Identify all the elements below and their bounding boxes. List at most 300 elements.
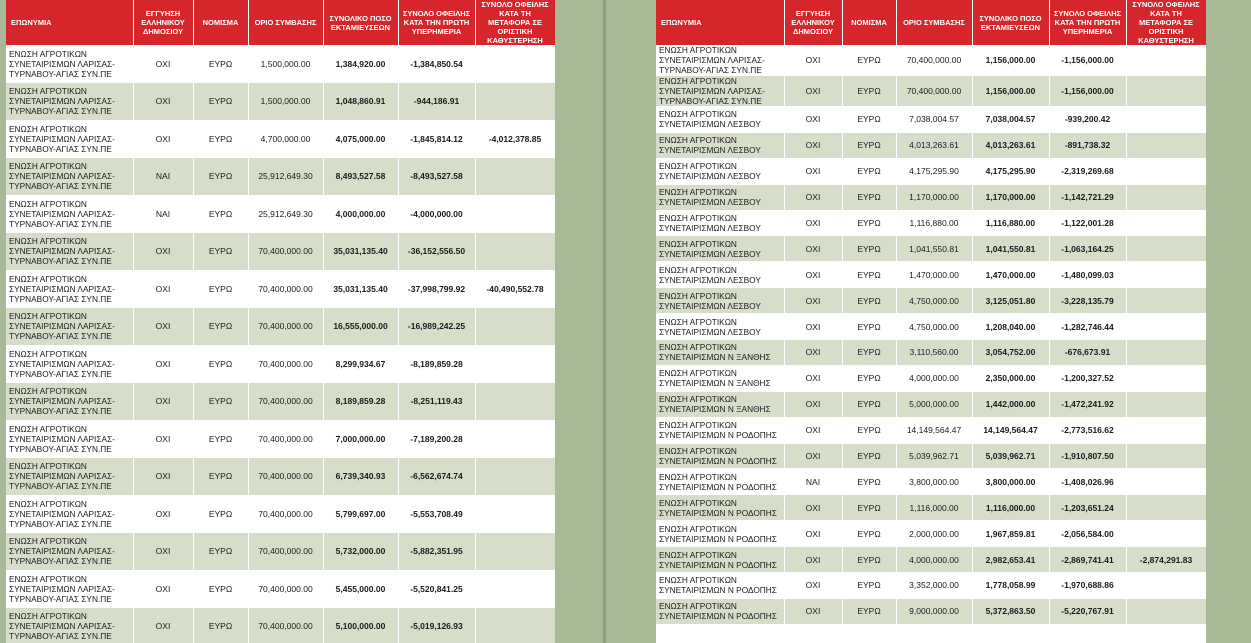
cell-contract-limit: 1,500,000.00 (248, 45, 323, 83)
cell-name: ΕΝΩΣΗ ΑΓΡΟΤΙΚΩΝ ΣΥΝΕΤΑΙΡΙΣΜΩΝ ΛΑΡΙΣΑΣ-ΤΥΡΝΑΒΟΥ-ΑΓΙΑΣ ΣΥΝ.ΠΕ (6, 83, 133, 121)
table-row (6, 120, 555, 158)
loans-table-left (6, 0, 555, 643)
cell-first-default-debt: -1,200,327.52 (1049, 365, 1126, 391)
cell-state-guarantee: ΟΧΙ (133, 495, 193, 533)
cell-name: ΕΝΩΣΗ ΑΓΡΟΤΙΚΩΝ ΣΥΝΕΤΑΙΡΙΣΜΩΝ ΛΑΡΙΣΑΣ-ΤΥΡΝΑΒΟΥ-ΑΓΙΑΣ ΣΥΝ.ΠΕ (6, 420, 133, 458)
cell-contract-limit: 1,500,000.00 (248, 83, 323, 121)
cell-disbursements: 1,116,000.00 (972, 495, 1049, 521)
cell-disbursements: 7,038,004.57 (972, 107, 1049, 133)
cell-disbursements: 1,778,058.99 (972, 573, 1049, 599)
cell-state-guarantee: ΟΧΙ (133, 533, 193, 571)
cell-name: ΕΝΩΣΗ ΑΓΡΟΤΙΚΩΝ ΣΥΝΕΤΑΙΡΙΣΜΩΝ Ν ΡΟΔΟΠΗΣ (656, 547, 784, 573)
cell-final-delay-debt (1126, 495, 1206, 521)
col-header-contract-limit: ΟΡΙΟ ΣΥΜΒΑΣΗΣ (896, 0, 972, 45)
table-row (6, 458, 555, 496)
cell-final-delay-debt: -2,874,291.83 (1126, 547, 1206, 573)
cell-disbursements: 1,967,859.81 (972, 521, 1049, 547)
cell-disbursements: 8,189,859.28 (323, 383, 398, 421)
table-row (656, 417, 1206, 443)
cell-currency: ΕΥΡΩ (842, 417, 896, 443)
col-header-currency: ΝΟΜΙΣΜΑ (193, 0, 248, 45)
cell-disbursements: 2,982,653.41 (972, 547, 1049, 573)
cell-name: ΕΝΩΣΗ ΑΓΡΟΤΙΚΩΝ ΣΥΝΕΤΑΙΡΙΣΜΩΝ ΛΕΣΒΟΥ (656, 107, 784, 133)
table-row (656, 340, 1206, 366)
cell-state-guarantee: ΟΧΙ (133, 233, 193, 271)
cell-contract-limit: 4,000,000.00 (896, 547, 972, 573)
table-row (656, 598, 1206, 624)
cell-final-delay-debt (1126, 45, 1206, 76)
col-header-name: ΕΠΩΝΥΜΙΑ (6, 0, 133, 45)
cell-final-delay-debt (1126, 469, 1206, 495)
cell-currency: ΕΥΡΩ (193, 570, 248, 608)
cell-state-guarantee: ΟΧΙ (784, 158, 842, 184)
cell-first-default-debt: -1,480,099.03 (1049, 262, 1126, 288)
cell-disbursements: 5,455,000.00 (323, 570, 398, 608)
cell-final-delay-debt: -40,490,552.78 (475, 270, 555, 308)
cell-name: ΕΝΩΣΗ ΑΓΡΟΤΙΚΩΝ ΣΥΝΕΤΑΙΡΙΣΜΩΝ ΛΑΡΙΣΑΣ-ΤΥΡΝΑΒΟΥ-ΑΓΙΑΣ ΣΥΝ.ΠΕ (6, 45, 133, 83)
cell-disbursements: 5,100,000.00 (323, 608, 398, 643)
cell-contract-limit: 5,039,962.71 (896, 443, 972, 469)
cell-final-delay-debt (1126, 184, 1206, 210)
cell-name: ΕΝΩΣΗ ΑΓΡΟΤΙΚΩΝ ΣΥΝΕΤΑΙΡΙΣΜΩΝ ΛΑΡΙΣΑΣ-ΤΥΡΝΑΒΟΥ-ΑΓΙΑΣ ΣΥΝ.ΠΕ (6, 570, 133, 608)
cell-name: ΕΝΩΣΗ ΑΓΡΟΤΙΚΩΝ ΣΥΝΕΤΑΙΡΙΣΜΩΝ Ν ΞΑΝΘΗΣ (656, 391, 784, 417)
cell-disbursements: 1,442,000.00 (972, 391, 1049, 417)
cell-disbursements: 1,041,550.81 (972, 236, 1049, 262)
cell-currency: ΕΥΡΩ (193, 383, 248, 421)
table-row (656, 288, 1206, 314)
cell-state-guarantee: ΟΧΙ (784, 184, 842, 210)
cell-name: ΕΝΩΣΗ ΑΓΡΟΤΙΚΩΝ ΣΥΝΕΤΑΙΡΙΣΜΩΝ Ν ΞΑΝΘΗΣ (656, 365, 784, 391)
cell-final-delay-debt (1126, 262, 1206, 288)
cell-currency: ΕΥΡΩ (193, 45, 248, 83)
cell-disbursements: 1,170,000.00 (972, 184, 1049, 210)
cell-first-default-debt: -1,408,026.96 (1049, 469, 1126, 495)
cell-disbursements: 4,175,295.90 (972, 158, 1049, 184)
table-row (6, 495, 555, 533)
cell-first-default-debt: -8,189,859.28 (398, 345, 475, 383)
cell-name: ΕΝΩΣΗ ΑΓΡΟΤΙΚΩΝ ΣΥΝΕΤΑΙΡΙΣΜΩΝ ΛΕΣΒΟΥ (656, 314, 784, 340)
cell-currency: ΕΥΡΩ (193, 495, 248, 533)
left-table-panel (6, 0, 555, 643)
cell-currency: ΕΥΡΩ (842, 573, 896, 599)
col-header-first-default-debt: ΣΥΝΟΛΟ ΟΦΕΙΛΗΣ ΚΑΤΑ ΤΗΝ ΠΡΩΤΗ ΥΠΕΡΗΜΕΡΙΑ (1049, 0, 1126, 45)
cell-contract-limit: 25,912,649.30 (248, 158, 323, 196)
cell-currency: ΕΥΡΩ (842, 210, 896, 236)
table-header-row (6, 0, 555, 45)
cell-final-delay-debt (475, 458, 555, 496)
cell-currency: ΕΥΡΩ (193, 233, 248, 271)
cell-contract-limit: 4,750,000.00 (896, 314, 972, 340)
col-header-final-delay-debt: ΣΥΝΟΛΟ ΟΦΕΙΛΗΣ ΚΑΤΑ ΤΗ ΜΕΤΑΦΟΡΑ ΣΕ ΟΡΙΣΤΙΚΗ ΚΑΘΥΣΤΕΡΗΣΗ (475, 0, 555, 45)
cell-name: ΕΝΩΣΗ ΑΓΡΟΤΙΚΩΝ ΣΥΝΕΤΑΙΡΙΣΜΩΝ ΛΕΣΒΟΥ (656, 262, 784, 288)
cell-state-guarantee: ΟΧΙ (784, 340, 842, 366)
cell-first-default-debt: -5,882,351.95 (398, 533, 475, 571)
cell-name: ΕΝΩΣΗ ΑΓΡΟΤΙΚΩΝ ΣΥΝΕΤΑΙΡΙΣΜΩΝ ΛΑΡΙΣΑΣ-ΤΥΡΝΑΒΟΥ-ΑΓΙΑΣ ΣΥΝ.ΠΕ (6, 383, 133, 421)
cell-final-delay-debt (1126, 340, 1206, 366)
table-row (656, 521, 1206, 547)
cell-disbursements: 5,799,697.00 (323, 495, 398, 533)
cell-first-default-debt: -1,472,241.92 (1049, 391, 1126, 417)
table-header-row (656, 0, 1206, 45)
table-row (6, 570, 555, 608)
cell-contract-limit: 70,400,000.00 (248, 608, 323, 643)
cell-first-default-debt: -16,989,242.25 (398, 308, 475, 346)
cell-first-default-debt: -1,910,807.50 (1049, 443, 1126, 469)
cell-first-default-debt: -5,553,708.49 (398, 495, 475, 533)
table-row (6, 83, 555, 121)
cell-contract-limit: 70,400,000.00 (248, 308, 323, 346)
cell-first-default-debt: -2,773,516.62 (1049, 417, 1126, 443)
cell-currency: ΕΥΡΩ (193, 195, 248, 233)
cell-currency: ΕΥΡΩ (842, 236, 896, 262)
cell-final-delay-debt (1126, 158, 1206, 184)
cell-disbursements: 5,039,962.71 (972, 443, 1049, 469)
cell-currency: ΕΥΡΩ (193, 533, 248, 571)
cell-contract-limit: 14,149,564.47 (896, 417, 972, 443)
cell-final-delay-debt (475, 495, 555, 533)
cell-currency: ΕΥΡΩ (193, 120, 248, 158)
cell-contract-limit: 70,400,000.00 (248, 420, 323, 458)
cell-contract-limit: 70,400,000.00 (248, 533, 323, 571)
cell-state-guarantee: ΟΧΙ (784, 210, 842, 236)
cell-state-guarantee: ΟΧΙ (784, 547, 842, 573)
cell-state-guarantee: ΟΧΙ (133, 83, 193, 121)
table-row (656, 107, 1206, 133)
table-row (656, 547, 1206, 573)
cell-final-delay-debt (1126, 132, 1206, 158)
cell-currency: ΕΥΡΩ (842, 391, 896, 417)
cell-name: ΕΝΩΣΗ ΑΓΡΟΤΙΚΩΝ ΣΥΝΕΤΑΙΡΙΣΜΩΝ Ν ΡΟΔΟΠΗΣ (656, 469, 784, 495)
cell-disbursements: 1,156,000.00 (972, 45, 1049, 76)
table-row (656, 132, 1206, 158)
cell-first-default-debt: -676,673.91 (1049, 340, 1126, 366)
right-table-panel (656, 0, 1206, 643)
cell-contract-limit: 4,175,295.90 (896, 158, 972, 184)
cell-contract-limit: 3,352,000.00 (896, 573, 972, 599)
cell-state-guarantee: ΟΧΙ (784, 391, 842, 417)
table-row (656, 76, 1206, 107)
cell-currency: ΕΥΡΩ (842, 132, 896, 158)
cell-first-default-debt: -7,189,200.28 (398, 420, 475, 458)
cell-first-default-debt: -891,738.32 (1049, 132, 1126, 158)
cell-name: ΕΝΩΣΗ ΑΓΡΟΤΙΚΩΝ ΣΥΝΕΤΑΙΡΙΣΜΩΝ ΛΕΣΒΟΥ (656, 236, 784, 262)
cell-final-delay-debt (1126, 391, 1206, 417)
cell-contract-limit: 70,400,000.00 (248, 495, 323, 533)
cell-name: ΕΝΩΣΗ ΑΓΡΟΤΙΚΩΝ ΣΥΝΕΤΑΙΡΙΣΜΩΝ Ν ΡΟΔΟΠΗΣ (656, 521, 784, 547)
table-row (6, 608, 555, 643)
table-row (656, 184, 1206, 210)
cell-first-default-debt: -8,493,527.58 (398, 158, 475, 196)
cell-final-delay-debt (475, 83, 555, 121)
cell-contract-limit: 7,038,004.57 (896, 107, 972, 133)
cell-contract-limit: 3,110,560.00 (896, 340, 972, 366)
cell-currency: ΕΥΡΩ (193, 608, 248, 643)
table-row (656, 391, 1206, 417)
cell-final-delay-debt (1126, 573, 1206, 599)
table-row (656, 158, 1206, 184)
cell-contract-limit: 3,800,000.00 (896, 469, 972, 495)
cell-currency: ΕΥΡΩ (193, 83, 248, 121)
cell-currency: ΕΥΡΩ (842, 262, 896, 288)
cell-currency: ΕΥΡΩ (193, 270, 248, 308)
cell-disbursements: 1,048,860.91 (323, 83, 398, 121)
cell-final-delay-debt (475, 45, 555, 83)
table-row (6, 158, 555, 196)
cell-state-guarantee: ΟΧΙ (133, 120, 193, 158)
table-row (656, 210, 1206, 236)
cell-disbursements: 5,372,863.50 (972, 598, 1049, 624)
cell-currency: ΕΥΡΩ (842, 521, 896, 547)
cell-name: ΕΝΩΣΗ ΑΓΡΟΤΙΚΩΝ ΣΥΝΕΤΑΙΡΙΣΜΩΝ ΛΕΣΒΟΥ (656, 132, 784, 158)
cell-state-guarantee: ΟΧΙ (133, 458, 193, 496)
cell-contract-limit: 25,912,649.30 (248, 195, 323, 233)
cell-name: ΕΝΩΣΗ ΑΓΡΟΤΙΚΩΝ ΣΥΝΕΤΑΙΡΙΣΜΩΝ Ν ΡΟΔΟΠΗΣ (656, 417, 784, 443)
cell-name: ΕΝΩΣΗ ΑΓΡΟΤΙΚΩΝ ΣΥΝΕΤΑΙΡΙΣΜΩΝ ΛΑΡΙΣΑΣ-ΤΥΡΝΑΒΟΥ-ΑΓΙΑΣ ΣΥΝ.ΠΕ (656, 45, 784, 76)
cell-disbursements: 2,350,000.00 (972, 365, 1049, 391)
cell-disbursements: 8,493,527.58 (323, 158, 398, 196)
cell-disbursements: 4,000,000.00 (323, 195, 398, 233)
cell-first-default-debt: -1,282,746.44 (1049, 314, 1126, 340)
cell-final-delay-debt (475, 345, 555, 383)
table-row (6, 420, 555, 458)
cell-disbursements: 16,555,000.00 (323, 308, 398, 346)
cell-first-default-debt: -1,156,000.00 (1049, 76, 1126, 107)
cell-currency: ΕΥΡΩ (842, 184, 896, 210)
table-row (6, 308, 555, 346)
table-row (656, 469, 1206, 495)
cell-disbursements: 7,000,000.00 (323, 420, 398, 458)
col-header-state-guarantee: ΕΓΓΥΗΣΗ ΕΛΛΗΝΙΚΟΥ ΔΗΜΟΣΙΟΥ (133, 0, 193, 45)
cell-first-default-debt: -2,319,269.68 (1049, 158, 1126, 184)
cell-currency: ΕΥΡΩ (193, 345, 248, 383)
cell-name: ΕΝΩΣΗ ΑΓΡΟΤΙΚΩΝ ΣΥΝΕΤΑΙΡΙΣΜΩΝ ΛΑΡΙΣΑΣ-ΤΥΡΝΑΒΟΥ-ΑΓΙΑΣ ΣΥΝ.ΠΕ (6, 233, 133, 271)
table-row (6, 45, 555, 83)
cell-currency: ΕΥΡΩ (842, 443, 896, 469)
cell-state-guarantee: ΟΧΙ (133, 270, 193, 308)
table-row (6, 270, 555, 308)
cell-name: ΕΝΩΣΗ ΑΓΡΟΤΙΚΩΝ ΣΥΝΕΤΑΙΡΙΣΜΩΝ ΛΑΡΙΣΑΣ-ΤΥΡΝΑΒΟΥ-ΑΓΙΑΣ ΣΥΝ.ΠΕ (6, 533, 133, 571)
cell-state-guarantee: ΟΧΙ (784, 573, 842, 599)
cell-state-guarantee: ΟΧΙ (784, 45, 842, 76)
cell-state-guarantee: ΟΧΙ (784, 495, 842, 521)
cell-name: ΕΝΩΣΗ ΑΓΡΟΤΙΚΩΝ ΣΥΝΕΤΑΙΡΙΣΜΩΝ ΛΑΡΙΣΑΣ-ΤΥΡΝΑΒΟΥ-ΑΓΙΑΣ ΣΥΝ.ΠΕ (6, 158, 133, 196)
cell-first-default-debt: -5,520,841.25 (398, 570, 475, 608)
cell-first-default-debt: -1,122,001.28 (1049, 210, 1126, 236)
cell-currency: ΕΥΡΩ (842, 314, 896, 340)
cell-contract-limit: 70,400,000.00 (248, 233, 323, 271)
cell-disbursements: 35,031,135.40 (323, 233, 398, 271)
cell-name: ΕΝΩΣΗ ΑΓΡΟΤΙΚΩΝ ΣΥΝΕΤΑΙΡΙΣΜΩΝ ΛΑΡΙΣΑΣ-ΤΥΡΝΑΒΟΥ-ΑΓΙΑΣ ΣΥΝ.ΠΕ (6, 270, 133, 308)
cell-contract-limit: 70,400,000.00 (248, 570, 323, 608)
col-header-disbursements: ΣΥΝΟΛΙΚΟ ΠΟΣΟ ΕΚΤΑΜΙΕΥΣΕΩΝ (972, 0, 1049, 45)
cell-final-delay-debt (475, 383, 555, 421)
table-row (6, 195, 555, 233)
cell-name: ΕΝΩΣΗ ΑΓΡΟΤΙΚΩΝ ΣΥΝΕΤΑΙΡΙΣΜΩΝ ΛΑΡΙΣΑΣ-ΤΥΡΝΑΒΟΥ-ΑΓΙΑΣ ΣΥΝ.ΠΕ (6, 495, 133, 533)
cell-contract-limit: 1,116,000.00 (896, 495, 972, 521)
cell-final-delay-debt (1126, 76, 1206, 107)
cell-contract-limit: 4,000,000.00 (896, 365, 972, 391)
cell-name: ΕΝΩΣΗ ΑΓΡΟΤΙΚΩΝ ΣΥΝΕΤΑΙΡΙΣΜΩΝ ΛΑΡΙΣΑΣ-ΤΥΡΝΑΒΟΥ-ΑΓΙΑΣ ΣΥΝ.ΠΕ (6, 120, 133, 158)
cell-state-guarantee: ΟΧΙ (784, 365, 842, 391)
cell-first-default-debt: -4,000,000.00 (398, 195, 475, 233)
col-header-final-delay-debt: ΣΥΝΟΛΟ ΟΦΕΙΛΗΣ ΚΑΤΑ ΤΗ ΜΕΤΑΦΟΡΑ ΣΕ ΟΡΙΣΤΙΚΗ ΚΑΘΥΣΤΕΡΗΣΗ (1126, 0, 1206, 45)
cell-name: ΕΝΩΣΗ ΑΓΡΟΤΙΚΩΝ ΣΥΝΕΤΑΙΡΙΣΜΩΝ Ν ΡΟΔΟΠΗΣ (656, 598, 784, 624)
cell-contract-limit: 4,750,000.00 (896, 288, 972, 314)
cell-disbursements: 3,125,051.80 (972, 288, 1049, 314)
cell-final-delay-debt (1126, 288, 1206, 314)
cell-first-default-debt: -2,056,584.00 (1049, 521, 1126, 547)
cell-name: ΕΝΩΣΗ ΑΓΡΟΤΙΚΩΝ ΣΥΝΕΤΑΙΡΙΣΜΩΝ ΛΕΣΒΟΥ (656, 158, 784, 184)
cell-final-delay-debt (475, 158, 555, 196)
cell-name: ΕΝΩΣΗ ΑΓΡΟΤΙΚΩΝ ΣΥΝΕΤΑΙΡΙΣΜΩΝ ΛΑΡΙΣΑΣ-ΤΥΡΝΑΒΟΥ-ΑΓΙΑΣ ΣΥΝ.ΠΕ (6, 345, 133, 383)
cell-state-guarantee: ΟΧΙ (133, 608, 193, 643)
cell-final-delay-debt (1126, 236, 1206, 262)
cell-contract-limit: 5,000,000.00 (896, 391, 972, 417)
cell-state-guarantee: ΟΧΙ (133, 345, 193, 383)
cell-final-delay-debt (1126, 521, 1206, 547)
cell-currency: ΕΥΡΩ (193, 158, 248, 196)
cell-final-delay-debt (1126, 417, 1206, 443)
cell-currency: ΕΥΡΩ (193, 458, 248, 496)
cell-final-delay-debt (1126, 598, 1206, 624)
cell-currency: ΕΥΡΩ (842, 340, 896, 366)
cell-currency: ΕΥΡΩ (842, 598, 896, 624)
cell-name: ΕΝΩΣΗ ΑΓΡΟΤΙΚΩΝ ΣΥΝΕΤΑΙΡΙΣΜΩΝ ΛΕΣΒΟΥ (656, 210, 784, 236)
cell-state-guarantee: ΟΧΙ (784, 443, 842, 469)
cell-currency: ΕΥΡΩ (842, 547, 896, 573)
cell-first-default-debt: -37,998,799.92 (398, 270, 475, 308)
cell-currency: ΕΥΡΩ (842, 107, 896, 133)
table-row (6, 533, 555, 571)
cell-disbursements: 4,013,263.61 (972, 132, 1049, 158)
table-row (656, 314, 1206, 340)
cell-first-default-debt: -1,142,721.29 (1049, 184, 1126, 210)
cell-name: ΕΝΩΣΗ ΑΓΡΟΤΙΚΩΝ ΣΥΝΕΤΑΙΡΙΣΜΩΝ ΛΕΣΒΟΥ (656, 288, 784, 314)
cell-first-default-debt: -1,156,000.00 (1049, 45, 1126, 76)
cell-state-guarantee: ΟΧΙ (784, 132, 842, 158)
table-row (6, 383, 555, 421)
col-header-state-guarantee: ΕΓΓΥΗΣΗ ΕΛΛΗΝΙΚΟΥ ΔΗΜΟΣΙΟΥ (784, 0, 842, 45)
cell-final-delay-debt (475, 570, 555, 608)
table-row (656, 45, 1206, 76)
cell-disbursements: 1,384,920.00 (323, 45, 398, 83)
cell-final-delay-debt (475, 233, 555, 271)
col-header-disbursements: ΣΥΝΟΛΙΚΟ ΠΟΣΟ ΕΚΤΑΜΙΕΥΣΕΩΝ (323, 0, 398, 45)
cell-contract-limit: 70,400,000.00 (248, 458, 323, 496)
cell-name: ΕΝΩΣΗ ΑΓΡΟΤΙΚΩΝ ΣΥΝΕΤΑΙΡΙΣΜΩΝ Ν ΡΟΔΟΠΗΣ (656, 573, 784, 599)
cell-first-default-debt: -1,203,651.24 (1049, 495, 1126, 521)
cell-contract-limit: 70,400,000.00 (248, 345, 323, 383)
cell-final-delay-debt (475, 608, 555, 643)
cell-first-default-debt: -939,200.42 (1049, 107, 1126, 133)
cell-contract-limit: 4,013,263.61 (896, 132, 972, 158)
cell-final-delay-debt (1126, 107, 1206, 133)
cell-state-guarantee: ΟΧΙ (784, 521, 842, 547)
cell-state-guarantee: ΟΧΙ (133, 45, 193, 83)
cell-final-delay-debt (1126, 210, 1206, 236)
cell-state-guarantee: ΟΧΙ (133, 420, 193, 458)
cell-currency: ΕΥΡΩ (842, 365, 896, 391)
cell-state-guarantee: ΟΧΙ (784, 598, 842, 624)
cell-currency: ΕΥΡΩ (193, 420, 248, 458)
cell-name: ΕΝΩΣΗ ΑΓΡΟΤΙΚΩΝ ΣΥΝΕΤΑΙΡΙΣΜΩΝ ΛΑΡΙΣΑΣ-ΤΥΡΝΑΒΟΥ-ΑΓΙΑΣ ΣΥΝ.ΠΕ (6, 458, 133, 496)
cell-contract-limit: 1,041,550.81 (896, 236, 972, 262)
cell-disbursements: 14,149,564.47 (972, 417, 1049, 443)
cell-first-default-debt: -6,562,674.74 (398, 458, 475, 496)
cell-disbursements: 35,031,135.40 (323, 270, 398, 308)
cell-first-default-debt: -8,251,119.43 (398, 383, 475, 421)
cell-contract-limit: 70,400,000.00 (896, 76, 972, 107)
table-row (656, 365, 1206, 391)
table-row (6, 233, 555, 271)
cell-first-default-debt: -3,228,135.79 (1049, 288, 1126, 314)
cell-final-delay-debt (1126, 365, 1206, 391)
cell-first-default-debt: -36,152,556.50 (398, 233, 475, 271)
cell-first-default-debt: -5,220,767.91 (1049, 598, 1126, 624)
cell-name: ΕΝΩΣΗ ΑΓΡΟΤΙΚΩΝ ΣΥΝΕΤΑΙΡΙΣΜΩΝ ΛΑΡΙΣΑΣ-ΤΥΡΝΑΒΟΥ-ΑΓΙΑΣ ΣΥΝ.ΠΕ (6, 195, 133, 233)
cell-state-guarantee: ΟΧΙ (784, 417, 842, 443)
cell-disbursements: 8,299,934.67 (323, 345, 398, 383)
cell-contract-limit: 1,170,000.00 (896, 184, 972, 210)
cell-name: ΕΝΩΣΗ ΑΓΡΟΤΙΚΩΝ ΣΥΝΕΤΑΙΡΙΣΜΩΝ ΛΑΡΙΣΑΣ-ΤΥΡΝΑΒΟΥ-ΑΓΙΑΣ ΣΥΝ.ΠΕ (6, 608, 133, 643)
cell-name: ΕΝΩΣΗ ΑΓΡΟΤΙΚΩΝ ΣΥΝΕΤΑΙΡΙΣΜΩΝ Ν ΡΟΔΟΠΗΣ (656, 443, 784, 469)
cell-currency: ΕΥΡΩ (193, 308, 248, 346)
cell-disbursements: 1,156,000.00 (972, 76, 1049, 107)
cell-first-default-debt: -1,063,164.25 (1049, 236, 1126, 262)
cell-state-guarantee: ΟΧΙ (133, 383, 193, 421)
cell-name: ΕΝΩΣΗ ΑΓΡΟΤΙΚΩΝ ΣΥΝΕΤΑΙΡΙΣΜΩΝ Ν ΡΟΔΟΠΗΣ (656, 495, 784, 521)
cell-disbursements: 4,075,000.00 (323, 120, 398, 158)
cell-state-guarantee: ΟΧΙ (784, 288, 842, 314)
cell-state-guarantee: ΟΧΙ (133, 308, 193, 346)
cell-disbursements: 3,800,000.00 (972, 469, 1049, 495)
cell-state-guarantee: ΟΧΙ (784, 236, 842, 262)
cell-state-guarantee: ΝΑΙ (133, 158, 193, 196)
cell-disbursements: 1,470,000.00 (972, 262, 1049, 288)
table-row (656, 495, 1206, 521)
cell-contract-limit: 1,116,880.00 (896, 210, 972, 236)
cell-contract-limit: 9,000,000.00 (896, 598, 972, 624)
cell-disbursements: 5,732,000.00 (323, 533, 398, 571)
cell-first-default-debt: -1,970,688.86 (1049, 573, 1126, 599)
cell-disbursements: 3,054,752.00 (972, 340, 1049, 366)
cell-final-delay-debt (475, 533, 555, 571)
cell-final-delay-debt (475, 308, 555, 346)
loans-table-right (656, 0, 1206, 625)
col-header-contract-limit: ΟΡΙΟ ΣΥΜΒΑΣΗΣ (248, 0, 323, 45)
cell-currency: ΕΥΡΩ (842, 469, 896, 495)
cell-disbursements: 1,208,040.00 (972, 314, 1049, 340)
cell-final-delay-debt (1126, 443, 1206, 469)
cell-first-default-debt: -2,869,741.41 (1049, 547, 1126, 573)
col-header-currency: ΝΟΜΙΣΜΑ (842, 0, 896, 45)
cell-state-guarantee: ΟΧΙ (784, 107, 842, 133)
cell-disbursements: 1,116,880.00 (972, 210, 1049, 236)
col-header-name: ΕΠΩΝΥΜΙΑ (656, 0, 784, 45)
table-row (656, 443, 1206, 469)
cell-name: ΕΝΩΣΗ ΑΓΡΟΤΙΚΩΝ ΣΥΝΕΤΑΙΡΙΣΜΩΝ ΛΑΡΙΣΑΣ-ΤΥΡΝΑΒΟΥ-ΑΓΙΑΣ ΣΥΝ.ΠΕ (6, 308, 133, 346)
cell-contract-limit: 4,700,000.00 (248, 120, 323, 158)
cell-name: ΕΝΩΣΗ ΑΓΡΟΤΙΚΩΝ ΣΥΝΕΤΑΙΡΙΣΜΩΝ ΛΑΡΙΣΑΣ-ΤΥΡΝΑΒΟΥ-ΑΓΙΑΣ ΣΥΝ.ΠΕ (656, 76, 784, 107)
cell-first-default-debt: -5,019,126.93 (398, 608, 475, 643)
cell-state-guarantee: ΟΧΙ (784, 76, 842, 107)
cell-contract-limit: 70,400,000.00 (896, 45, 972, 76)
cell-final-delay-debt (1126, 314, 1206, 340)
cell-currency: ΕΥΡΩ (842, 158, 896, 184)
cell-name: ΕΝΩΣΗ ΑΓΡΟΤΙΚΩΝ ΣΥΝΕΤΑΙΡΙΣΜΩΝ ΛΕΣΒΟΥ (656, 184, 784, 210)
table-row (656, 573, 1206, 599)
col-header-first-default-debt: ΣΥΝΟΛΟ ΟΦΕΙΛΗΣ ΚΑΤΑ ΤΗΝ ΠΡΩΤΗ ΥΠΕΡΗΜΕΡΙΑ (398, 0, 475, 45)
